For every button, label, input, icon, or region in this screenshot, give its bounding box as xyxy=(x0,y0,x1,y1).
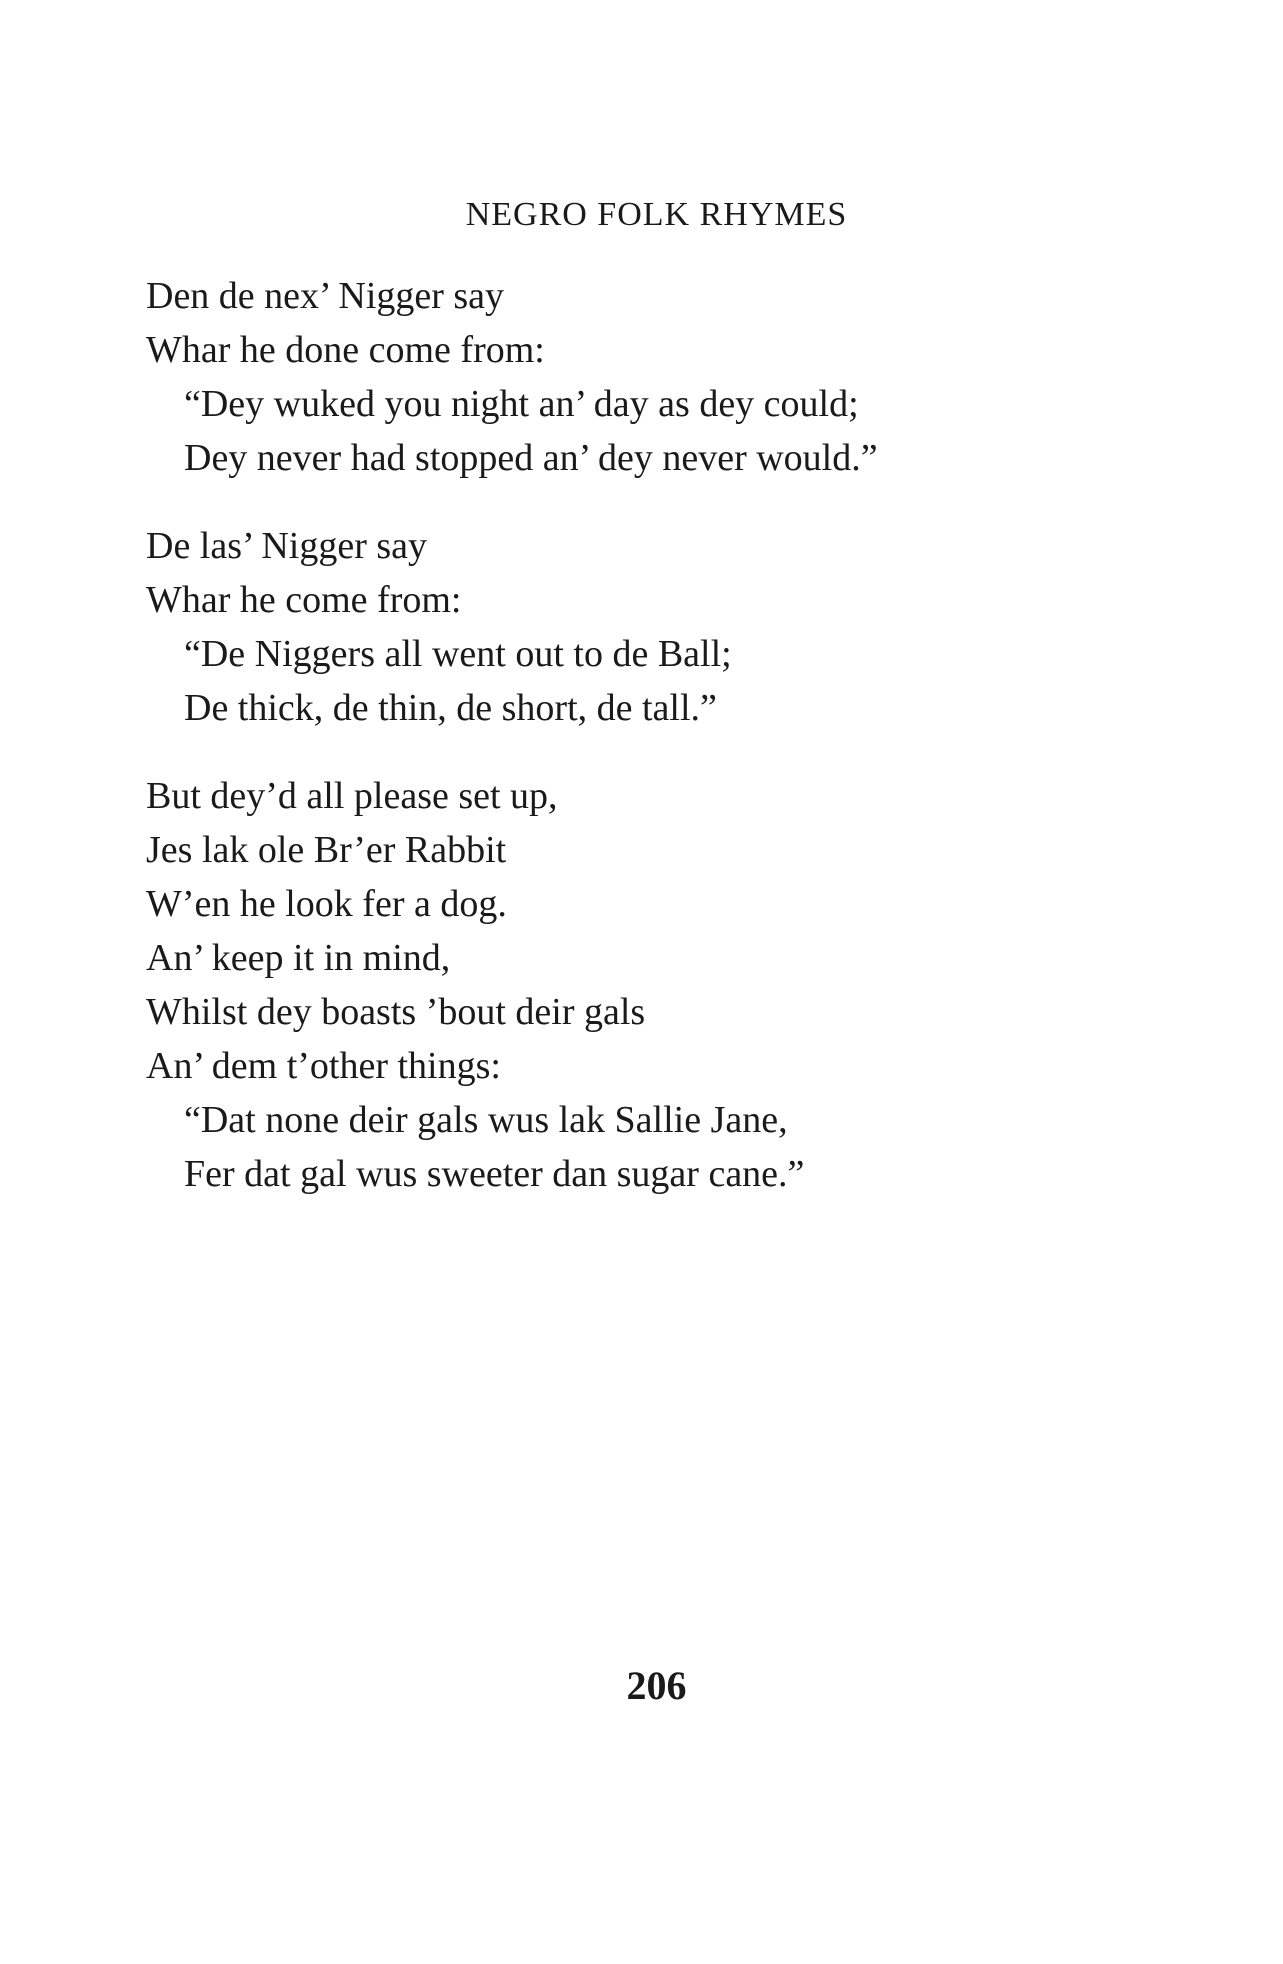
verse-line: Jes lak ole Br’er Rabbit xyxy=(146,829,507,871)
verse-line: De las’ Nigger say xyxy=(146,525,428,567)
verse-line-indented: “Dey wuked you night an’ day as dey could; xyxy=(184,383,859,425)
verse-line: An’ dem t’other things: xyxy=(146,1045,501,1087)
stanza xyxy=(146,519,732,735)
stanza xyxy=(146,269,878,485)
page-number: 206 xyxy=(626,1663,687,1708)
verse-line: Den de nex’ Nigger say xyxy=(146,275,505,317)
verse-line-indented: “De Niggers all went out to de Ball; xyxy=(184,633,732,675)
verse-line-indented: Dey never had stopped an’ dey never would.” xyxy=(184,437,878,479)
verse-line: Whar he done come from: xyxy=(146,329,545,371)
verse-line-indented: De thick, de thin, de short, de tall.” xyxy=(184,687,717,729)
running-head: NEGRO FOLK RHYMES xyxy=(465,196,848,233)
verse-line-indented: Fer dat gal wus sweeter dan sugar cane.” xyxy=(184,1153,805,1195)
verse-line: Whar he come from: xyxy=(146,579,462,621)
verse-line: An’ keep it in mind, xyxy=(146,937,451,979)
verse-line: Whilst dey boasts ’bout deir gals xyxy=(146,991,646,1033)
verse-line: But dey’d all please set up, xyxy=(146,775,558,817)
stanza xyxy=(146,769,804,1201)
verse-line-indented: “Dat none deir gals wus lak Sallie Jane, xyxy=(184,1099,788,1141)
verse-line: W’en he look fer a dog. xyxy=(146,883,507,925)
